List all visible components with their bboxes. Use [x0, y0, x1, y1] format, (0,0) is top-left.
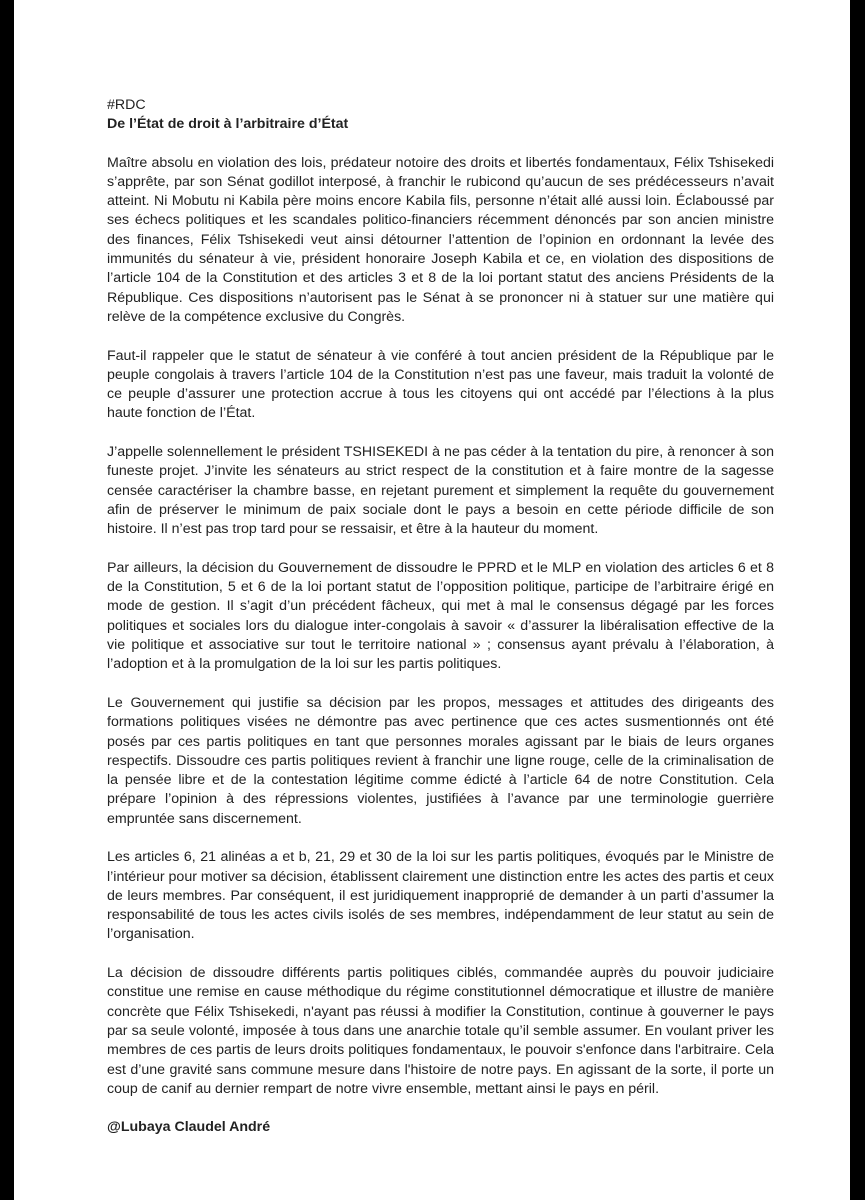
hashtag: #RDC: [107, 97, 146, 113]
paragraph-5: Le Gouvernement qui justifie sa décision par les propos, messages et attitudes des dirigeants des formations politiques visées ne démontre pas avec pertinence que ces actes susmentionnés ont été posés par ces partis politiques en tant que personnes morales agissant par le biais de leurs organes respectifs. Dissoudre ces partis politiques revient à franchir une ligne rouge, celle de la criminalisation de la pensée libre et de la contestation légitime comme édicté à l’article 64 de notre Constitution. Cela prépare l’opinion à des répressions violentes, justifiées à l’avance par une terminologie guerrière empruntée sans discernement.: [107, 694, 774, 827]
paragraph-4: Par ailleurs, la décision du Gouvernement de dissoudre le PPRD et le MLP en violation des articles 6 et 8 de la Constitution, 5 et 6 de la loi portant statut de l’opposition politique, participe de l’arbitraire érigé en mode de gestion. Il s’agit d’un précédent fâcheux, qui met à mal le consensus dégagé par les forces politiques et sociales lors du dialogue inter-congolais à savoir « d’assurer la libéralisation effective de la vie politique et associative sur tout le territoire national » ; consensus ayant prévalu à l’élaboration, à l’adoption et à la promulgation de la loi sur les partis politiques.: [107, 559, 774, 673]
document-body: [107, 96, 774, 1138]
paragraph-3: J’appelle solennellement le président TSHISEKEDI à ne pas céder à la tentation du pire, à renoncer à son funeste projet. J’invite les sénateurs au strict respect de la constitution et à faire montre de la sagesse censée caractériser la chambre basse, en rejetant purement et simplement la requête du gouvernement afin de préserver le minimum de paix sociale dont le pays a besoin en cette période difficile de son histoire. Il n’est pas trop tard pour se ressaisir, et être à la hauteur du moment.: [107, 444, 774, 538]
paragraph-1: Maître absolu en violation des lois, prédateur notoire des droits et libertés fondamentaux, Félix Tshisekedi s’apprête, par son Sénat godillot interposé, à franchir le rubicond qu’aucun de ses prédécesseurs n’avait atteint. Ni Mobutu ni Kabila père moins encore Kabila fils, personne n’était allé aussi loin. Éclaboussé par ses échecs politiques et les scandales politico-financiers récemment dénoncés par son ancien ministre des finances, Félix Tshisekedi veut ainsi détourner l’attention de l’opinion en ordonnant la levée des immunités du sénateur à vie, président honoraire Joseph Kabila et ce, en violation des dispositions de l’article 104 de la Constitution et des articles 3 et 8 de la loi portant statut des anciens Présidents de la République. Ces dispositions n’autorisent pas le Sénat à se prononcer ni à statuer sur une matière qui relève de la compétence exclusive du Congrès.: [107, 154, 774, 325]
paragraph-6: Les articles 6, 21 alinéas a et b, 21, 29 et 30 de la loi sur les partis politiques, évoqués par le Ministre de l’intérieur pour motiver sa décision, établissent clairement une distinction entre les actes des partis et ceux de leurs membres. Par conséquent, il est juridiquement inapproprié de demander à un parti d’assumer la responsabilité de tous les actes civils isolés de ses membres, indépendamment de leur statut au sein de l’organisation.: [107, 849, 774, 943]
signature: @Lubaya Claudel André: [107, 1119, 271, 1136]
paragraph-2: Faut-il rappeler que le statut de sénateur à vie conféré à tout ancien président de la République par le peuple congolais à travers l’article 104 de la Constitution n’est pas une faveur, mais traduit la volonté de ce peuple d’assurer une protection accrue à tous les citoyens qui ont accédé par l’élections à la plus haute fonction de l’État.: [107, 347, 774, 422]
document-title: De l’État de droit à l’arbitraire d’État: [107, 116, 349, 133]
document-page: [14, 0, 850, 1200]
paragraph-7: La décision de dissoudre différents partis politiques ciblés, commandée auprès du pouvoir judiciaire constitue une remise en cause méthodique du régime constitutionnel démocratique et illustre de manière concrète que Félix Tshisekedi, n'ayant pas réussi à modifier la Constitution, continue à gouverner le pays par sa seule volonté, imposée à tous dans une anarchie totale qu’il semble assumer. En voulant priver les membres de ces partis de leurs droits politiques fondamentaux, le pouvoir s'enfonce dans l'arbitraire. Cela est d’une gravité sans commune mesure dans l'histoire de notre pays. En agissant de la sorte, il porte un coup de canif au dernier rempart de notre vivre ensemble, mettant ainsi le pays en péril.: [107, 965, 774, 1097]
